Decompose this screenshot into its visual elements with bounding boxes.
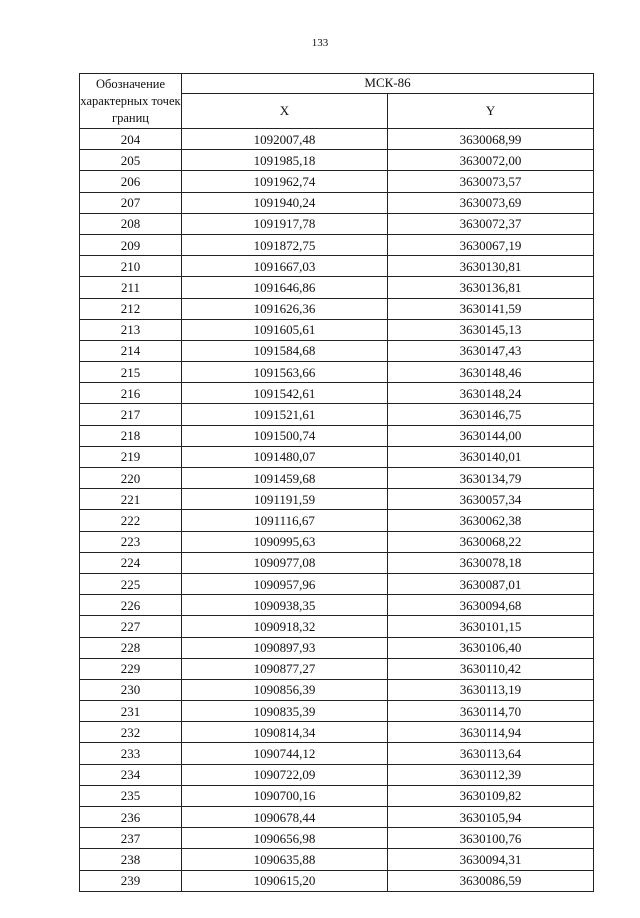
y-coordinate-cell: 3630094,68 <box>388 595 594 616</box>
table-row <box>80 213 594 234</box>
y-coordinate-cell: 3630057,34 <box>388 489 594 510</box>
point-number-cell: 209 <box>80 234 182 255</box>
x-coordinate-cell: 1090744,12 <box>182 743 388 764</box>
y-coordinate-cell: 3630147,43 <box>388 340 594 361</box>
point-number-cell: 228 <box>80 637 182 658</box>
table-row <box>80 764 594 785</box>
y-coordinate-cell: 3630068,22 <box>388 531 594 552</box>
x-coordinate-cell: 1090678,44 <box>182 807 388 828</box>
x-coordinate-cell: 1091626,36 <box>182 298 388 319</box>
table-row <box>80 573 594 594</box>
point-number-cell: 229 <box>80 658 182 679</box>
table-row <box>80 849 594 870</box>
coordinates-table <box>79 73 594 892</box>
y-coordinate-cell: 3630130,81 <box>388 256 594 277</box>
x-coordinate-cell: 1091459,68 <box>182 468 388 489</box>
y-coordinate-cell: 3630105,94 <box>388 807 594 828</box>
point-number-cell: 211 <box>80 277 182 298</box>
y-coordinate-cell: 3630110,42 <box>388 658 594 679</box>
point-number-cell: 236 <box>80 807 182 828</box>
point-number-cell: 214 <box>80 340 182 361</box>
x-coordinate-cell: 1090995,63 <box>182 531 388 552</box>
x-coordinate-cell: 1090918,32 <box>182 616 388 637</box>
y-coordinate-cell: 3630094,31 <box>388 849 594 870</box>
x-coordinate-cell: 1091962,74 <box>182 171 388 192</box>
y-coordinate-cell: 3630114,70 <box>388 701 594 722</box>
y-coordinate-cell: 3630100,76 <box>388 828 594 849</box>
y-coordinate-cell: 3630106,40 <box>388 637 594 658</box>
y-coordinate-cell: 3630134,79 <box>388 468 594 489</box>
table-row <box>80 510 594 531</box>
y-coordinate-cell: 3630136,81 <box>388 277 594 298</box>
x-column-header: X <box>182 93 388 128</box>
table-row <box>80 340 594 361</box>
table-row <box>80 828 594 849</box>
point-number-cell: 215 <box>80 362 182 383</box>
table-row <box>80 637 594 658</box>
table-row <box>80 171 594 192</box>
x-coordinate-cell: 1090700,16 <box>182 785 388 806</box>
x-coordinate-cell: 1090656,98 <box>182 828 388 849</box>
point-number-cell: 232 <box>80 722 182 743</box>
point-number-cell: 208 <box>80 213 182 234</box>
point-number-cell: 227 <box>80 616 182 637</box>
y-coordinate-cell: 3630112,39 <box>388 764 594 785</box>
point-number-cell: 205 <box>80 150 182 171</box>
x-coordinate-cell: 1091605,61 <box>182 319 388 340</box>
y-coordinate-cell: 3630141,59 <box>388 298 594 319</box>
y-coordinate-cell: 3630068,99 <box>388 129 594 150</box>
point-number-cell: 216 <box>80 383 182 404</box>
table-row <box>80 785 594 806</box>
y-coordinate-cell: 3630087,01 <box>388 573 594 594</box>
y-coordinate-cell: 3630114,94 <box>388 722 594 743</box>
y-coordinate-cell: 3630072,37 <box>388 213 594 234</box>
x-coordinate-cell: 1090877,27 <box>182 658 388 679</box>
table-row <box>80 425 594 446</box>
x-coordinate-cell: 1090635,88 <box>182 849 388 870</box>
x-coordinate-cell: 1090897,93 <box>182 637 388 658</box>
point-number-cell: 239 <box>80 870 182 891</box>
y-coordinate-cell: 3630146,75 <box>388 404 594 425</box>
point-number-cell: 221 <box>80 489 182 510</box>
x-coordinate-cell: 1090722,09 <box>182 764 388 785</box>
point-number-cell: 233 <box>80 743 182 764</box>
header-row-top <box>80 74 594 94</box>
point-number-cell: 223 <box>80 531 182 552</box>
y-coordinate-cell: 3630072,00 <box>388 150 594 171</box>
point-number-cell: 224 <box>80 552 182 573</box>
y-coordinate-cell: 3630144,00 <box>388 425 594 446</box>
table-row <box>80 870 594 891</box>
point-number-cell: 226 <box>80 595 182 616</box>
table-row <box>80 701 594 722</box>
y-column-header: Y <box>388 93 594 128</box>
point-number-cell: 204 <box>80 129 182 150</box>
point-number-cell: 231 <box>80 701 182 722</box>
table-row <box>80 807 594 828</box>
y-coordinate-cell: 3630101,15 <box>388 616 594 637</box>
x-coordinate-cell: 1092007,48 <box>182 129 388 150</box>
point-number-cell: 220 <box>80 468 182 489</box>
x-coordinate-cell: 1091917,78 <box>182 213 388 234</box>
x-coordinate-cell: 1090977,08 <box>182 552 388 573</box>
x-coordinate-cell: 1091667,03 <box>182 256 388 277</box>
point-number-cell: 206 <box>80 171 182 192</box>
y-coordinate-cell: 3630148,24 <box>388 383 594 404</box>
x-coordinate-cell: 1091563,66 <box>182 362 388 383</box>
x-coordinate-cell: 1091191,59 <box>182 489 388 510</box>
x-coordinate-cell: 1091480,07 <box>182 446 388 467</box>
point-number-cell: 218 <box>80 425 182 446</box>
x-coordinate-cell: 1091872,75 <box>182 234 388 255</box>
page-number: 133 <box>311 37 329 49</box>
table-row <box>80 256 594 277</box>
y-coordinate-cell: 3630062,38 <box>388 510 594 531</box>
y-coordinate-cell: 3630073,69 <box>388 192 594 213</box>
x-coordinate-cell: 1091985,18 <box>182 150 388 171</box>
point-number-cell: 237 <box>80 828 182 849</box>
x-coordinate-cell: 1090856,39 <box>182 679 388 700</box>
table-row <box>80 552 594 573</box>
x-coordinate-cell: 1090615,20 <box>182 870 388 891</box>
point-number-cell: 230 <box>80 679 182 700</box>
table-row <box>80 722 594 743</box>
point-number-cell: 207 <box>80 192 182 213</box>
table-row <box>80 362 594 383</box>
point-number-cell: 219 <box>80 446 182 467</box>
point-number-cell: 212 <box>80 298 182 319</box>
table-body <box>80 129 594 892</box>
y-coordinate-cell: 3630078,18 <box>388 552 594 573</box>
x-coordinate-cell: 1091521,61 <box>182 404 388 425</box>
table-row <box>80 468 594 489</box>
x-coordinate-cell: 1091542,61 <box>182 383 388 404</box>
table-row <box>80 616 594 637</box>
x-coordinate-cell: 1090814,34 <box>182 722 388 743</box>
point-number-cell: 210 <box>80 256 182 277</box>
table-row <box>80 404 594 425</box>
table-row <box>80 489 594 510</box>
x-coordinate-cell: 1090957,96 <box>182 573 388 594</box>
y-coordinate-cell: 3630145,13 <box>388 319 594 340</box>
point-number-cell: 235 <box>80 785 182 806</box>
point-number-cell: 225 <box>80 573 182 594</box>
coordinate-system-header: МСК-86 <box>182 74 594 94</box>
table-row <box>80 743 594 764</box>
table-row <box>80 129 594 150</box>
y-coordinate-cell: 3630140,01 <box>388 446 594 467</box>
table-row <box>80 531 594 552</box>
table-row <box>80 277 594 298</box>
y-coordinate-cell: 3630073,57 <box>388 171 594 192</box>
x-coordinate-cell: 1091584,68 <box>182 340 388 361</box>
y-coordinate-cell: 3630086,59 <box>388 870 594 891</box>
y-coordinate-cell: 3630113,64 <box>388 743 594 764</box>
table-row <box>80 150 594 171</box>
x-coordinate-cell: 1090938,35 <box>182 595 388 616</box>
x-coordinate-cell: 1091500,74 <box>182 425 388 446</box>
table-row <box>80 234 594 255</box>
table-row <box>80 298 594 319</box>
y-coordinate-cell: 3630067,19 <box>388 234 594 255</box>
point-number-cell: 238 <box>80 849 182 870</box>
x-coordinate-cell: 1091940,24 <box>182 192 388 213</box>
table-row <box>80 658 594 679</box>
point-designation-header: Обозначение характерных точек границ <box>80 74 182 129</box>
table-row <box>80 679 594 700</box>
table-row <box>80 319 594 340</box>
point-number-cell: 222 <box>80 510 182 531</box>
point-number-cell: 217 <box>80 404 182 425</box>
point-number-cell: 213 <box>80 319 182 340</box>
point-number-cell: 234 <box>80 764 182 785</box>
y-coordinate-cell: 3630109,82 <box>388 785 594 806</box>
table-row <box>80 192 594 213</box>
table-row <box>80 383 594 404</box>
table-row <box>80 595 594 616</box>
y-coordinate-cell: 3630113,19 <box>388 679 594 700</box>
y-coordinate-cell: 3630148,46 <box>388 362 594 383</box>
table-row <box>80 446 594 467</box>
table-header <box>80 74 594 129</box>
x-coordinate-cell: 1090835,39 <box>182 701 388 722</box>
x-coordinate-cell: 1091646,86 <box>182 277 388 298</box>
x-coordinate-cell: 1091116,67 <box>182 510 388 531</box>
